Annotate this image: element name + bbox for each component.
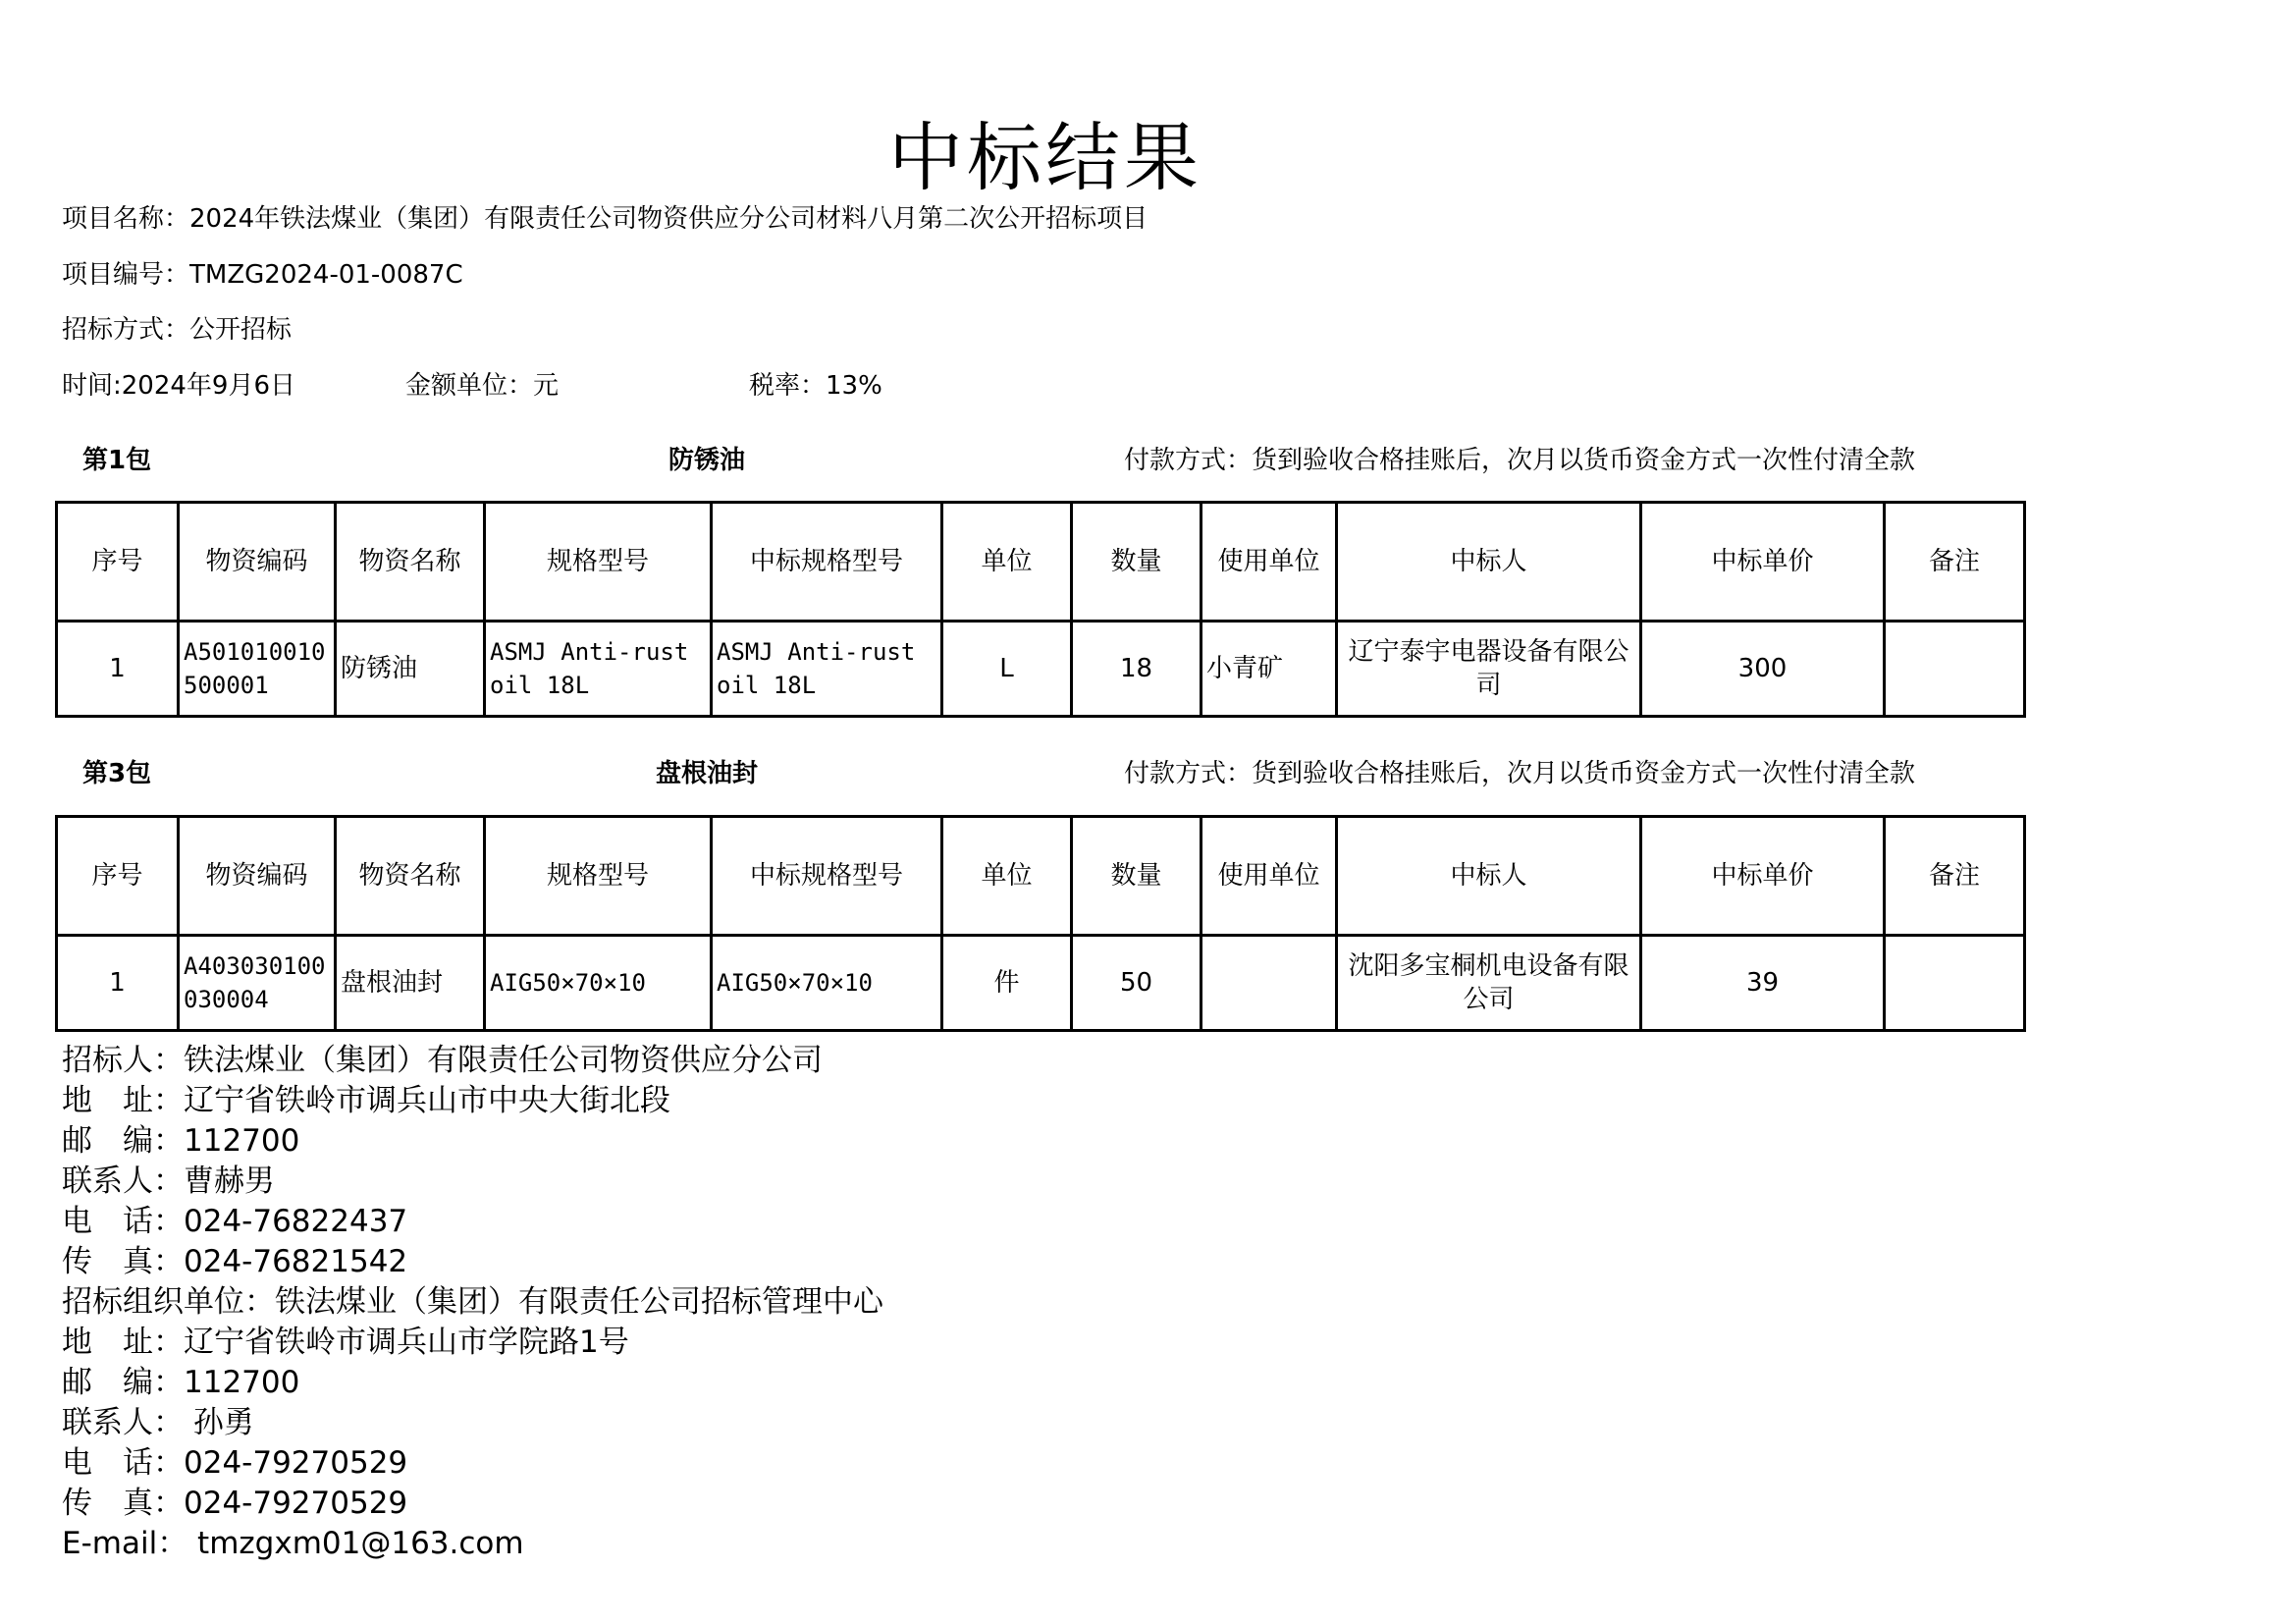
- header-material: 物资名称: [336, 503, 485, 622]
- page-title: 中标结果: [888, 114, 1202, 201]
- agency-address: 辽宁省铁岭市调兵山市学院路1号: [184, 1325, 629, 1360]
- tenderer-phone: 024-76822437: [184, 1204, 408, 1239]
- cell-price: 300: [1641, 622, 1885, 717]
- postcode-label: 邮 编：: [62, 1123, 184, 1159]
- cell-user-unit: 小青矿: [1201, 622, 1337, 717]
- package-3-table: [55, 815, 2026, 1032]
- payment-terms: 付款方式：货到验收合格挂账后，次月以货币资金方式一次性付清全款: [1124, 446, 1916, 475]
- cell-win-spec: ASMJ Anti-rust oil 18L: [712, 622, 942, 717]
- table-row: [57, 622, 2025, 717]
- agency-postcode: 112700: [184, 1365, 300, 1400]
- cell-unit: L: [942, 622, 1072, 717]
- package-number: 第3包: [82, 759, 152, 788]
- header-code: 物资编码: [179, 503, 336, 622]
- cell-price: 39: [1641, 936, 1885, 1031]
- cell-winner: 辽宁泰宇电器设备有限公司: [1337, 622, 1641, 717]
- phone-label: 电 话：: [62, 1445, 184, 1481]
- email-label: E-mail：: [62, 1526, 188, 1561]
- tenderer-postcode: 112700: [184, 1123, 300, 1159]
- cell-material: 防锈油: [336, 622, 485, 717]
- tenderer-fax-line: [62, 1242, 883, 1282]
- email-value: tmzgxm01@163.com: [187, 1526, 524, 1561]
- package-number: 第1包: [82, 446, 152, 475]
- fax-label: 传 真：: [62, 1486, 184, 1521]
- agency-fax-line: [62, 1484, 883, 1524]
- agency-contact: 孙勇: [184, 1405, 254, 1440]
- header-winner: 中标人: [1337, 503, 1641, 622]
- cell-qty: 50: [1072, 936, 1201, 1031]
- cell-user-unit: [1201, 936, 1337, 1031]
- agency-value: 铁法煤业（集团）有限责任公司招标管理中心: [275, 1284, 883, 1320]
- agency-phone: 024-79270529: [184, 1445, 408, 1481]
- tenderer-fax: 024-76821542: [184, 1244, 408, 1279]
- package-name: 防锈油: [667, 446, 745, 475]
- fax-label: 传 真：: [62, 1244, 184, 1279]
- contact-label: 联系人：: [62, 1405, 184, 1440]
- email-line: [62, 1524, 883, 1564]
- payment-terms: 付款方式：货到验收合格挂账后，次月以货币资金方式一次性付清全款: [1124, 759, 1916, 788]
- contact-block: [62, 1041, 883, 1564]
- header-remark: 备注: [1885, 503, 2025, 622]
- contact-label: 联系人：: [62, 1164, 184, 1199]
- cell-material: 盘根油封: [336, 936, 485, 1031]
- table-header-row: [57, 503, 2025, 622]
- header-user-unit: 使用单位: [1201, 817, 1337, 936]
- header-win-spec: 中标规格型号: [712, 503, 942, 622]
- cell-spec: AIG50×70×10: [485, 936, 712, 1031]
- header-spec: 规格型号: [485, 503, 712, 622]
- header-winner: 中标人: [1337, 817, 1641, 936]
- tenderer-value: 铁法煤业（集团）有限责任公司物资供应分公司: [184, 1043, 823, 1078]
- table-row: [57, 936, 2025, 1031]
- cell-remark: [1885, 622, 2025, 717]
- project-name: 项目名称：2024年铁法煤业（集团）有限责任公司物资供应分公司材料八月第二次公开招标项目: [62, 204, 1148, 234]
- agency-contact-line: [62, 1403, 883, 1443]
- package-header: [0, 440, 2061, 479]
- header-qty: 数量: [1072, 817, 1201, 936]
- table-header-row: [57, 817, 2025, 936]
- cell-unit: 件: [942, 936, 1072, 1031]
- agency-phone-line: [62, 1443, 883, 1484]
- cell-spec: ASMJ Anti-rust oil 18L: [485, 622, 712, 717]
- tenderer-label: 招标人：: [62, 1043, 184, 1078]
- tenderer-postcode-line: [62, 1121, 883, 1162]
- publish-time: 时间:2024年9月6日: [62, 371, 296, 401]
- agency-fax: 024-79270529: [184, 1486, 408, 1521]
- agency-address-line: [62, 1323, 883, 1363]
- cell-remark: [1885, 936, 2025, 1031]
- tenderer-address-line: [62, 1081, 883, 1121]
- address-label: 地 址：: [62, 1083, 184, 1118]
- header-remark: 备注: [1885, 817, 2025, 936]
- tax-rate: 税率：13%: [749, 371, 882, 401]
- header-code: 物资编码: [179, 817, 336, 936]
- agency-line: [62, 1282, 883, 1323]
- cell-winner: 沈阳多宝桐机电设备有限公司: [1337, 936, 1641, 1031]
- phone-label: 电 话：: [62, 1204, 184, 1239]
- project-number: 项目编号：TMZG2024-01-0087C: [62, 260, 463, 290]
- address-label: 地 址：: [62, 1325, 184, 1360]
- header-price: 中标单价: [1641, 817, 1885, 936]
- cell-seq: 1: [57, 936, 179, 1031]
- header-price: 中标单价: [1641, 503, 1885, 622]
- header-unit: 单位: [942, 817, 1072, 936]
- cell-code: A403030100030004: [179, 936, 336, 1031]
- currency-unit: 金额单位：元: [405, 371, 560, 401]
- bid-method: 招标方式：公开招标: [62, 315, 293, 345]
- header-win-spec: 中标规格型号: [712, 817, 942, 936]
- tenderer-contact: 曹赫男: [184, 1164, 275, 1199]
- cell-win-spec: AIG50×70×10: [712, 936, 942, 1031]
- header-qty: 数量: [1072, 503, 1201, 622]
- postcode-label: 邮 编：: [62, 1365, 184, 1400]
- header-user-unit: 使用单位: [1201, 503, 1337, 622]
- package-1-table: [55, 501, 2026, 718]
- header-seq: 序号: [57, 503, 179, 622]
- tenderer-contact-line: [62, 1162, 883, 1202]
- tenderer-address: 辽宁省铁岭市调兵山市中央大街北段: [184, 1083, 670, 1118]
- package-header: [0, 753, 2061, 792]
- cell-code: A501010010500001: [179, 622, 336, 717]
- tenderer-phone-line: [62, 1202, 883, 1242]
- header-seq: 序号: [57, 817, 179, 936]
- package-name: 盘根油封: [655, 759, 758, 788]
- cell-qty: 18: [1072, 622, 1201, 717]
- agency-label: 招标组织单位：: [62, 1284, 275, 1320]
- header-unit: 单位: [942, 503, 1072, 622]
- tenderer-line: [62, 1041, 883, 1081]
- header-material: 物资名称: [336, 817, 485, 936]
- agency-postcode-line: [62, 1363, 883, 1403]
- header-spec: 规格型号: [485, 817, 712, 936]
- cell-seq: 1: [57, 622, 179, 717]
